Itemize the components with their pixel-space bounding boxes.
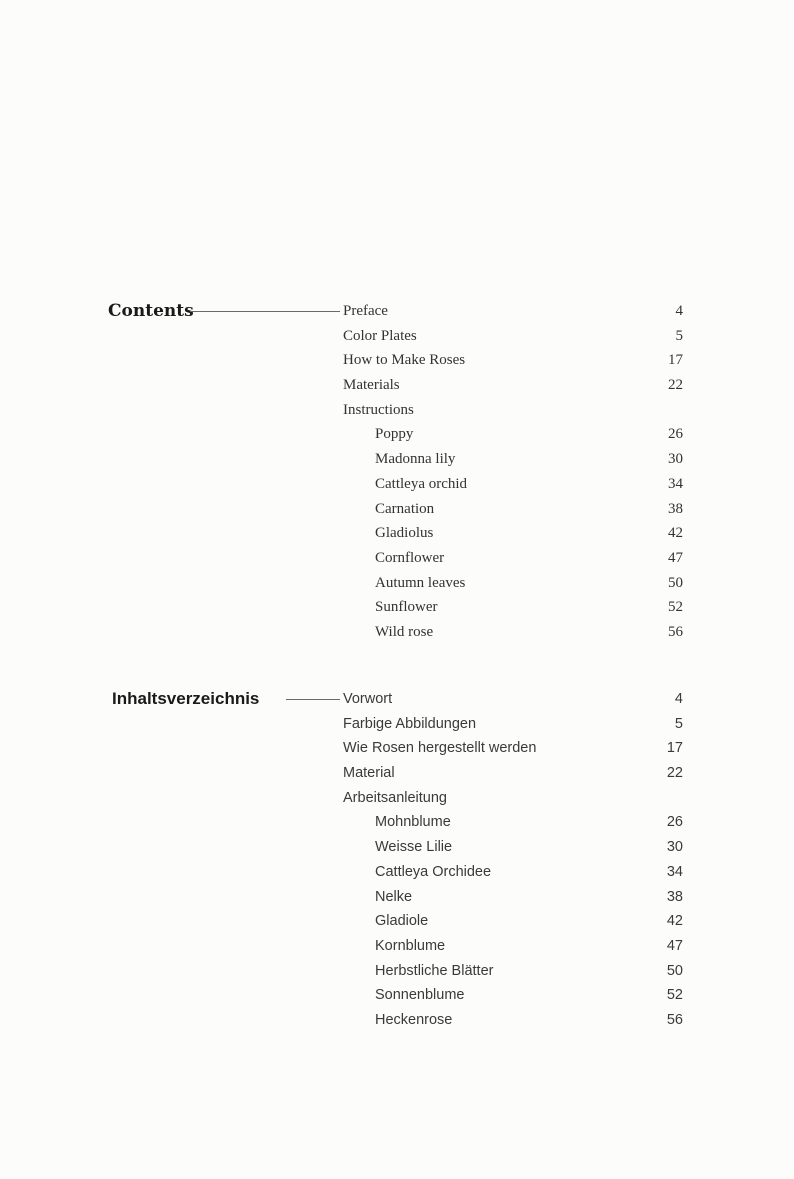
- toc-entry-title: Nelke: [375, 888, 413, 905]
- toc-entry-title: Cattleya orchid: [375, 475, 468, 492]
- toc-entry: [343, 571, 683, 596]
- toc-entry-page-number: 52: [666, 987, 683, 1004]
- toc-entry-page-number: 26: [668, 426, 683, 443]
- toc-entry: [343, 546, 683, 571]
- toc-entry-title: Wild rose: [375, 623, 434, 640]
- toc-entry: [343, 472, 683, 497]
- toc-entry-page-number: 34: [668, 475, 683, 492]
- toc-entry-title: Mohnblume: [375, 814, 451, 831]
- toc-entry-page-number: 56: [668, 623, 683, 640]
- toc-entry-page-number: 50: [666, 962, 683, 979]
- toc-entry-title: Herbstliche Blätter: [375, 962, 494, 979]
- toc-entry-page-number: 17: [668, 352, 683, 369]
- toc-entry: [343, 398, 683, 423]
- toc-entry: [343, 835, 683, 860]
- toc-entry-page-number: 17: [666, 740, 683, 757]
- toc-entry-title: Madonna lily: [375, 451, 456, 468]
- toc-entry: [343, 909, 683, 934]
- toc-entry-title: Gladiolus: [375, 525, 434, 542]
- toc-entry: [343, 447, 683, 472]
- toc-entry: [343, 521, 683, 546]
- toc-entry-page-number: 22: [666, 765, 683, 782]
- toc-entry-page-number: 52: [668, 599, 683, 616]
- toc-entry: [343, 687, 683, 712]
- toc-entry-title: How to Make Roses: [343, 352, 466, 369]
- toc-entry-list: [343, 687, 683, 1033]
- toc-entry: [343, 810, 683, 835]
- toc-entry-page-number: 5: [674, 715, 683, 732]
- toc-entry-page-number: 38: [666, 888, 683, 905]
- toc-entry-title: Vorwort: [343, 691, 393, 707]
- toc-entry: [343, 348, 683, 373]
- toc-entry-page-number: 4: [675, 303, 683, 319]
- toc-entry-page-number: 30: [666, 839, 683, 856]
- toc-entry-title: Cornflower: [375, 549, 445, 566]
- toc-entry-page-number: 38: [668, 500, 683, 517]
- toc-entry: [343, 736, 683, 761]
- toc-heading-english: Contents: [108, 301, 194, 321]
- toc-entry-title: Instructions: [343, 401, 414, 418]
- toc-entry: [343, 786, 683, 811]
- toc-entry: [343, 934, 683, 959]
- toc-entry-page-number: 34: [666, 863, 683, 880]
- toc-entry-page-number: 47: [668, 549, 683, 566]
- toc-entry-page-number: 30: [668, 451, 683, 468]
- toc-entry-page-number: 42: [668, 525, 683, 542]
- toc-entry: [343, 497, 683, 522]
- toc-entry-title: Arbeitsanleitung: [343, 789, 447, 806]
- toc-entry-title: Gladiole: [375, 913, 429, 930]
- toc-entry-title: Carnation: [375, 500, 435, 517]
- toc-entry: [343, 885, 683, 910]
- toc-entry-title: Farbige Abbildungen: [343, 715, 477, 732]
- toc-entry-title: Poppy: [375, 426, 414, 443]
- toc-entry-page-number: 50: [668, 574, 683, 591]
- toc-entry: [343, 324, 683, 349]
- toc-entry: [343, 373, 683, 398]
- toc-entry-page-number: 56: [666, 1011, 683, 1028]
- toc-entry-title: Autumn leaves: [375, 574, 466, 591]
- toc-entry-page-number: 26: [666, 814, 683, 831]
- toc-entry-list: [343, 299, 683, 645]
- toc-entry: [343, 1008, 683, 1033]
- toc-entry-page-number: 47: [666, 937, 683, 954]
- heading-leader-line: [286, 699, 340, 700]
- toc-entry-title: Kornblume: [375, 937, 446, 954]
- toc-entry-title: Weisse Lilie: [375, 839, 453, 856]
- toc-entry-title: Wie Rosen hergestellt werden: [343, 740, 537, 757]
- toc-entry-title: Cattleya Orchidee: [375, 863, 492, 880]
- toc-entry-title: Sunflower: [375, 599, 438, 616]
- toc-entry-title: Materials: [343, 377, 400, 394]
- toc-heading-german: Inhaltsverzeichnis: [112, 689, 260, 708]
- toc-entry: [343, 761, 683, 786]
- toc-entry-page-number: 5: [675, 327, 683, 344]
- toc-entry: [343, 959, 683, 984]
- toc-entry-title: Color Plates: [343, 327, 417, 344]
- toc-entry: [343, 860, 683, 885]
- toc-entry: [343, 620, 683, 645]
- toc-entry-title: Sonnenblume: [375, 987, 465, 1004]
- toc-entry: [343, 983, 683, 1008]
- toc-entry: [343, 712, 683, 737]
- toc-entry: [343, 299, 683, 324]
- heading-leader-line: [190, 311, 340, 312]
- toc-entry-title: Preface: [343, 303, 388, 319]
- toc-entry-page-number: 4: [674, 691, 683, 707]
- toc-entry-page-number: 42: [666, 913, 683, 930]
- toc-entry-title: Heckenrose: [375, 1011, 453, 1028]
- toc-entry: [343, 422, 683, 447]
- toc-entry-title: Material: [343, 765, 395, 782]
- toc-entry-page-number: 22: [668, 377, 683, 394]
- toc-entry: [343, 595, 683, 620]
